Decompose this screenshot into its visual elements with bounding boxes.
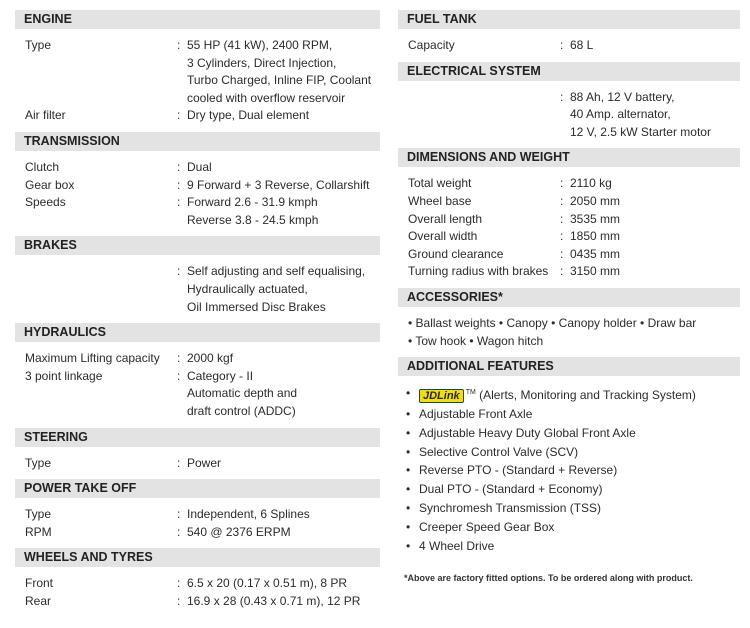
list-item: • Creeper Speed Gear Box — [406, 518, 740, 537]
bullet-icon: • — [406, 500, 411, 515]
spec-row: RPM : 540 @ 2376 ERPM — [25, 524, 291, 539]
spec-row: Air filter : Dry type, Dual element — [25, 108, 310, 123]
jdlink-logo: JDLink — [419, 389, 464, 403]
accessories-line: • Ballast weights • Canopy • Canopy holder • Draw bar — [408, 315, 697, 330]
steering-section — [15, 428, 380, 473]
section-header: ENGINE — [15, 10, 380, 29]
accessories-line: • Tow hook • Wagon hitch — [408, 333, 544, 348]
section-header: ADDITIONAL FEATURES — [398, 357, 740, 376]
section-header: ELECTRICAL SYSTEM — [398, 62, 740, 81]
spec-row: Ground clearance : 0435 mm — [408, 246, 621, 261]
accessories-list — [398, 315, 740, 350]
section-header: HYDRAULICS — [15, 323, 380, 342]
spec-row: Type : 55 HP (41 kW), 2400 RPM, 3 Cylinders, Direct Injection, Turbo Charged, Inline FIP, Coolant cooled with overflow reservoir — [25, 38, 372, 105]
spec-row: Type : Independent, 6 Splines — [25, 507, 310, 522]
spec-row: Overall length : 3535 mm — [408, 211, 621, 226]
section-header: DIMENSIONS AND WEIGHT — [398, 148, 740, 167]
bullet-icon: • — [406, 406, 411, 421]
section-header: WHEELS AND TYRES — [15, 548, 380, 567]
section-header: POWER TAKE OFF — [15, 479, 380, 498]
engine-section — [15, 10, 380, 125]
section-header: STEERING — [15, 428, 380, 447]
features-list — [398, 384, 740, 555]
bullet-icon: • — [406, 386, 411, 401]
right-column — [398, 10, 740, 562]
bullet-icon: • — [406, 482, 411, 497]
spec-row: Clutch : Dual — [25, 159, 212, 174]
fuel-section — [398, 10, 740, 55]
spec-row: Total weight : 2110 kg — [408, 176, 612, 191]
spec-row: Gear box : 9 Forward + 3 Reverse, Collarshift — [25, 177, 370, 192]
spec-row: 3 point linkage : Category - II Automatic depth and draft control (ADDC) — [25, 368, 298, 418]
brakes-section — [15, 236, 380, 316]
bullet-icon: • — [406, 425, 411, 440]
section-header: BRAKES — [15, 236, 380, 255]
bullet-icon: • — [406, 538, 411, 553]
spec-row: : Self adjusting and self equalising, Hydraulically actuated, Oil Immersed Disc Brakes — [177, 264, 366, 314]
spec-row: Turning radius with brakes : 3150 mm — [408, 264, 621, 279]
section-header: FUEL TANK — [398, 10, 740, 29]
section-header: ACCESSORIES* — [398, 288, 740, 307]
spec-row: Overall width : 1850 mm — [408, 229, 621, 244]
list-item: • Dual PTO - (Standard + Economy) — [406, 480, 740, 499]
spec-row: : 88 Ah, 12 V battery, 40 Amp. alternator, 12 V, 2.5 kW Starter motor — [560, 89, 711, 139]
list-item: • Reverse PTO - (Standard + Reverse) — [406, 461, 740, 480]
wheels-section — [15, 548, 380, 610]
spec-row: Front : 6.5 x 20 (0.17 x 0.51 m), 8 PR — [25, 576, 348, 591]
trademark-mark: TM — [465, 389, 476, 397]
spec-row: Maximum Lifting capacity : 2000 kgf — [25, 351, 234, 366]
spec-row: Speeds : Forward 2.6 - 31.9 kmph Reverse 3.8 - 24.5 kmph — [25, 195, 319, 227]
section-header: TRANSMISSION — [15, 132, 380, 151]
electrical-section — [398, 62, 740, 142]
features-section — [398, 357, 740, 555]
bullet-icon: • — [406, 519, 411, 534]
pto-section — [15, 479, 380, 541]
left-column — [15, 10, 380, 617]
hydraulics-section — [15, 323, 380, 420]
transmission-section — [15, 132, 380, 229]
accessories-section — [398, 288, 740, 350]
list-item: • Synchromesh Transmission (TSS) — [406, 499, 740, 518]
bullet-icon: • — [406, 463, 411, 478]
list-item: • Selective Control Valve (SCV) — [406, 443, 740, 462]
spec-row: Type : Power — [25, 455, 222, 470]
list-item: • JDLink ™ (Alerts, Monitoring and Tracking System) — [406, 384, 740, 405]
footnote: *Above are factory fitted options. To be ordered along with product. — [404, 573, 693, 583]
spec-row: Capacity : 68 L — [408, 38, 594, 52]
spec-row: Wheel base : 2050 mm — [408, 193, 621, 208]
list-item: • Adjustable Front Axle — [406, 405, 740, 424]
spec-row: Rear : 16.9 x 28 (0.43 x 0.71 m), 12 PR — [25, 593, 361, 608]
dimensions-section — [398, 148, 740, 281]
list-item: • Adjustable Heavy Duty Global Front Axle — [406, 424, 740, 443]
list-item: • 4 Wheel Drive — [406, 537, 740, 556]
bullet-icon: • — [406, 444, 411, 459]
